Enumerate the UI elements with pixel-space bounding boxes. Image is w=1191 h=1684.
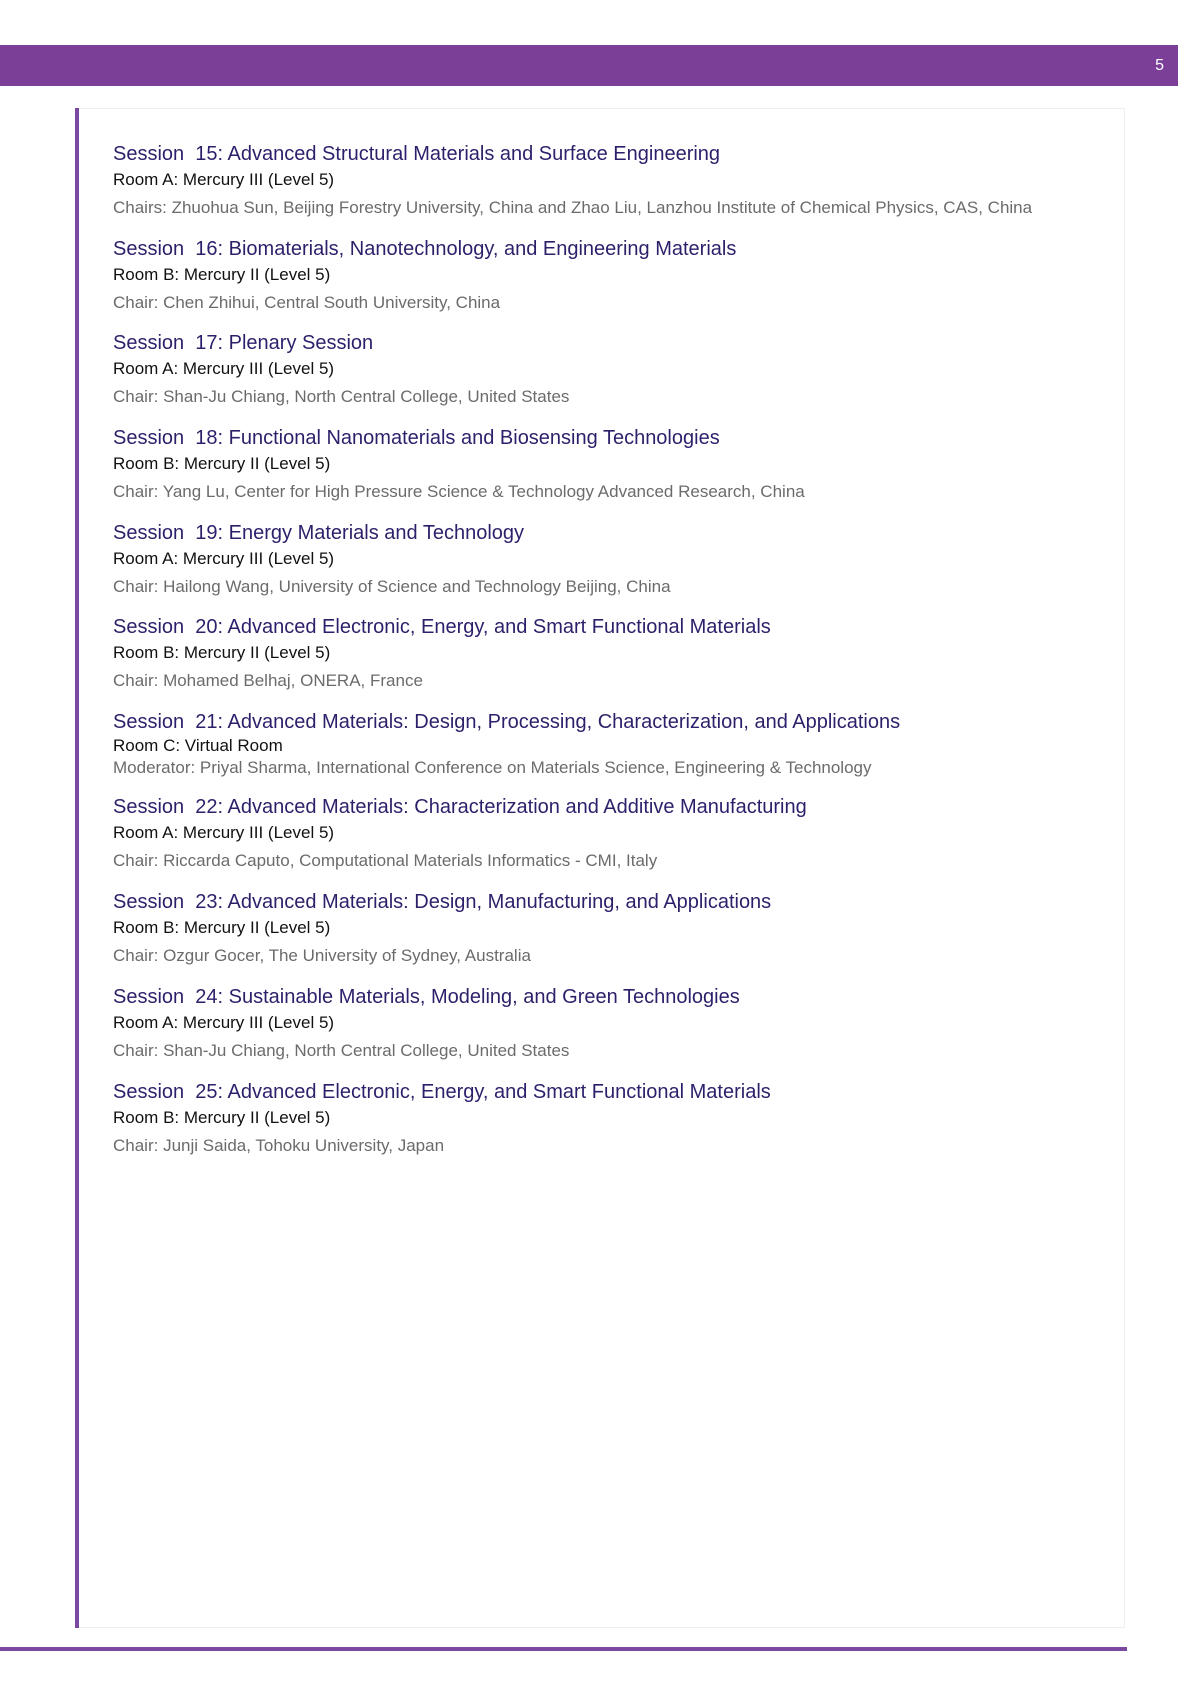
session-label: Session: [113, 332, 185, 354]
session-number: 17: [195, 332, 218, 354]
session-chair: Chairs: Zhuohua Sun, Beijing Forestry University, China and Zhao Liu, Lanzhou Institute of Chemical Physics, CAS, China: [113, 198, 1033, 217]
session-18: [113, 426, 1123, 502]
header-bar: [0, 45, 1178, 86]
session-label: Session: [113, 143, 185, 165]
session-title: [113, 710, 1123, 734]
session-title-text: : Advanced Materials: Characterization and Additive Manufacturing: [217, 796, 807, 818]
session-title: [113, 521, 1123, 545]
session-chair: Chair: Ozgur Gocer, The University of Sydney, Australia: [113, 946, 531, 965]
session-24: [113, 985, 1123, 1061]
session-chair: Chair: Shan-Ju Chiang, North Central College, United States: [113, 1041, 570, 1060]
session-room: Room B: Mercury II (Level 5): [113, 454, 331, 473]
session-room: Room B: Mercury II (Level 5): [113, 918, 331, 937]
session-number: 15: [195, 143, 218, 165]
session-label: Session: [113, 238, 185, 260]
session-number: 23: [195, 891, 218, 913]
session-title: [113, 237, 1123, 261]
session-23: [113, 890, 1123, 966]
session-title-text: : Advanced Electronic, Energy, and Smart Functional Materials: [217, 1081, 771, 1103]
session-15: [113, 142, 1123, 218]
session-21: [113, 710, 1123, 778]
session-label: Session: [113, 986, 185, 1008]
session-chair: Chair: Hailong Wang, University of Science and Technology Beijing, China: [113, 577, 671, 596]
session-number: 22: [195, 796, 218, 818]
session-room: Room B: Mercury II (Level 5): [113, 265, 331, 284]
session-title-text: : Advanced Structural Materials and Surface Engineering: [217, 143, 721, 165]
session-19: [113, 521, 1123, 597]
session-room: Room A: Mercury III (Level 5): [113, 359, 335, 378]
session-label: Session: [113, 616, 185, 638]
session-label: Session: [113, 891, 185, 913]
session-25: [113, 1080, 1123, 1156]
session-title-text: : Functional Nanomaterials and Biosensing Technologies: [217, 427, 720, 449]
session-room: Room A: Mercury III (Level 5): [113, 549, 335, 568]
page-number: 5: [1155, 57, 1164, 74]
footer-line: [0, 1647, 1127, 1651]
session-number: 19: [195, 522, 218, 544]
session-room: Room A: Mercury III (Level 5): [113, 823, 335, 842]
session-20: [113, 615, 1123, 691]
session-title: [113, 890, 1123, 914]
session-room: Room A: Mercury III (Level 5): [113, 170, 335, 189]
session-label: Session: [113, 522, 185, 544]
session-chair: Chair: Chen Zhihui, Central South University, China: [113, 293, 501, 312]
session-chair: Chair: Yang Lu, Center for High Pressure Science & Technology Advanced Research, China: [113, 482, 805, 501]
session-chair: Moderator: Priyal Sharma, International Conference on Materials Science, Engineering & Technology: [113, 758, 872, 777]
accent-line: [75, 108, 79, 1628]
session-title: [113, 331, 1123, 355]
session-room: Room C: Virtual Room: [113, 736, 283, 755]
session-title: [113, 426, 1123, 450]
session-title-text: : Advanced Materials: Design, Manufacturing, and Applications: [217, 891, 772, 913]
session-title: [113, 615, 1123, 639]
session-title: [113, 1080, 1123, 1104]
session-room: Room B: Mercury II (Level 5): [113, 643, 331, 662]
session-label: Session: [113, 711, 185, 733]
session-number: 21: [195, 711, 218, 733]
session-number: 25: [195, 1081, 218, 1103]
session-chair: Chair: Shan-Ju Chiang, North Central College, United States: [113, 387, 570, 406]
session-number: 16: [195, 238, 218, 260]
session-label: Session: [113, 1081, 185, 1103]
session-number: 18: [195, 427, 218, 449]
session-number: 24: [195, 986, 218, 1008]
session-title-text: : Advanced Materials: Design, Processing, Characterization, and Applications: [217, 711, 901, 733]
session-room: Room B: Mercury II (Level 5): [113, 1108, 331, 1127]
session-chair: Chair: Riccarda Caputo, Computational Materials Informatics - CMI, Italy: [113, 851, 658, 870]
session-17: [113, 331, 1123, 407]
session-title: [113, 985, 1123, 1009]
session-16: [113, 237, 1123, 313]
session-label: Session: [113, 427, 185, 449]
session-chair: Chair: Mohamed Belhaj, ONERA, France: [113, 671, 423, 690]
session-chair: Chair: Junji Saida, Tohoku University, Japan: [113, 1136, 445, 1155]
session-room: Room A: Mercury III (Level 5): [113, 1013, 335, 1032]
session-title-text: : Advanced Electronic, Energy, and Smart Functional Materials: [217, 616, 771, 638]
session-title-text: : Energy Materials and Technology: [217, 522, 525, 544]
session-title-text: : Biomaterials, Nanotechnology, and Engineering Materials: [217, 238, 737, 260]
session-22: [113, 795, 1123, 871]
session-title: [113, 795, 1123, 819]
session-title: [113, 142, 1123, 166]
session-label: Session: [113, 796, 185, 818]
session-title-text: : Plenary Session: [217, 332, 374, 354]
session-number: 20: [195, 616, 218, 638]
session-title-text: : Sustainable Materials, Modeling, and Green Technologies: [217, 986, 740, 1008]
